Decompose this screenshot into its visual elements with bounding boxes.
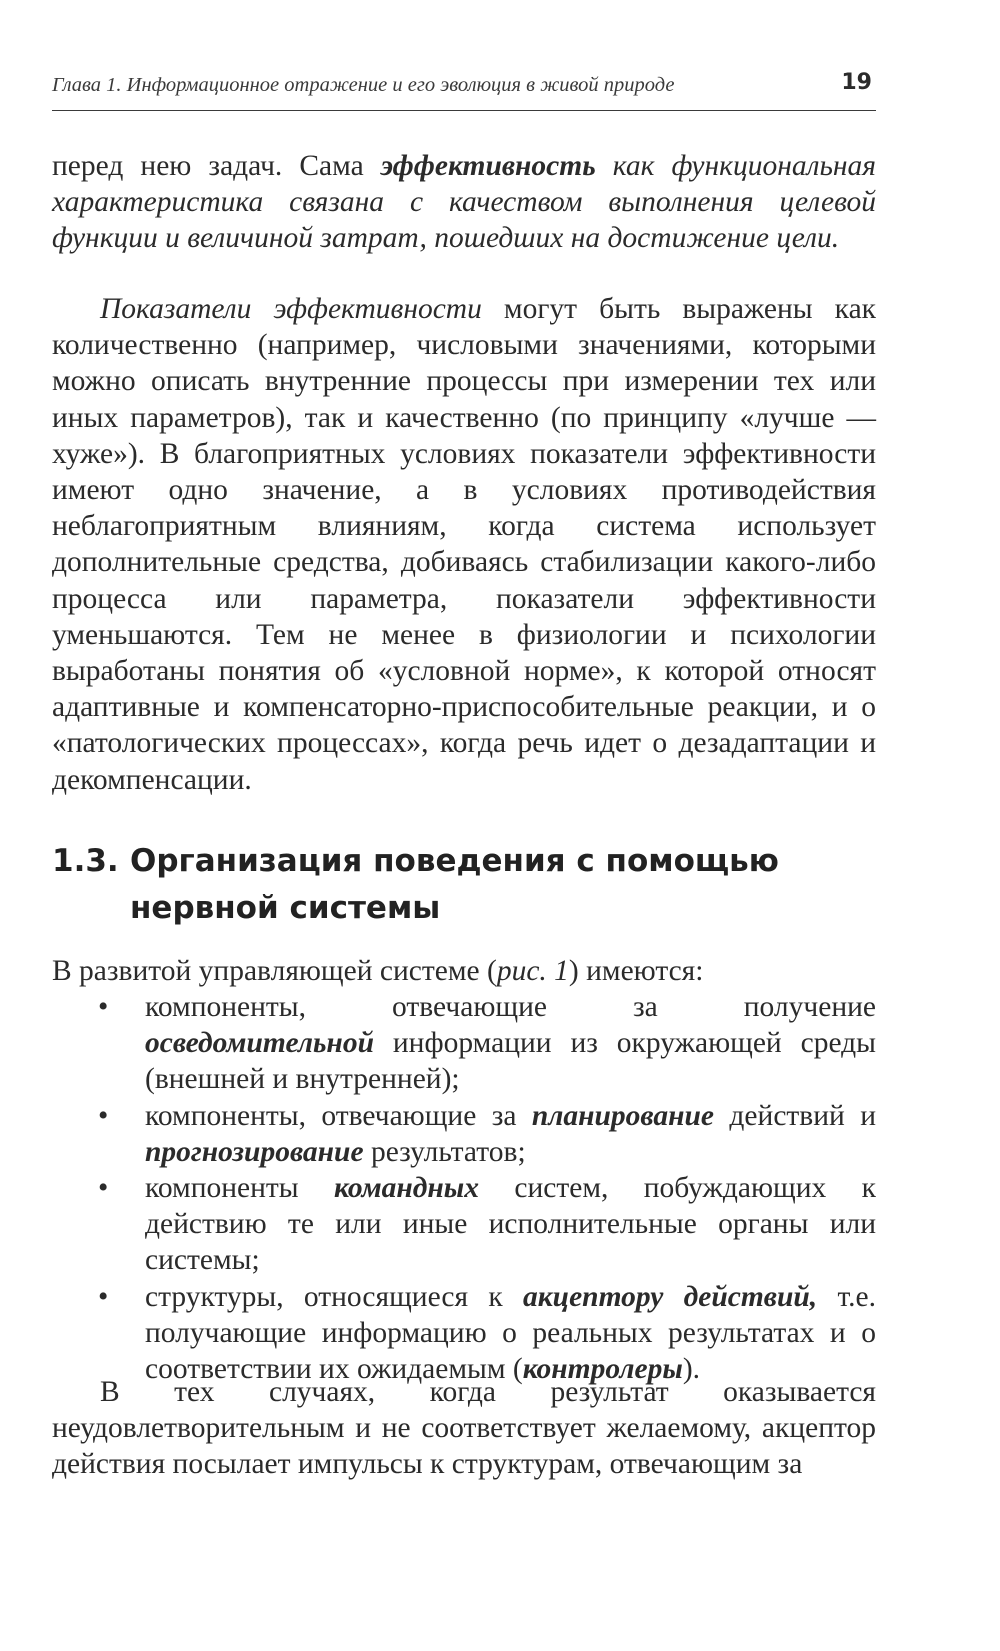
paragraph-unsatisfactory-result: В тех случаях, когда результат оказывается неудовлетворительным и не соответствует желаемому, акцептор действия посылает импульсы к структурам, отвечающим за	[52, 1376, 876, 1481]
paragraph-control-system-intro	[52, 953, 876, 989]
section-heading	[52, 838, 876, 932]
page-number: 19	[841, 70, 872, 95]
term-controllers: контролеры	[522, 1353, 683, 1386]
text-run: компоненты, отвечающие за получение	[145, 991, 876, 1023]
text-run: результатов;	[363, 1135, 526, 1168]
text-run: т.е. получающие информацию о реальных результатах и о соответствии их ожидаемым (	[145, 1280, 876, 1386]
term-efficiency: эффективность	[380, 150, 596, 182]
text-run: структуры, относящиеся к	[145, 1280, 523, 1313]
section-title-line2: нервной системы	[130, 890, 441, 926]
running-header	[52, 70, 876, 111]
paragraph-efficiency-definition	[52, 148, 876, 257]
term-planning: планирование	[531, 1099, 715, 1132]
term-efficiency-indicators: Показатели эффективности	[100, 293, 482, 325]
list-item	[52, 1098, 876, 1170]
components-list	[52, 989, 876, 1387]
bullet-icon: •	[98, 1099, 109, 1132]
text-run: компоненты	[145, 1172, 334, 1205]
text-run: действий и	[714, 1099, 876, 1132]
text-run: могут быть выражены как количественно (например, числовыми значениями, которыми можно описать внутренние процессы при измерении тех или иных параметров), так и качественно (по принципу «лучше — хуже»). В благоприятных условиях показатели эффективности имеют одно значение, а в условиях противодействия неблагоприятным влияниям, когда система использует дополнительные средства, добиваясь стабилизации какого-либо процесса или параметра, показатели эффективности уменьшаются. Тем не менее в физиологии и психологии выработаны понятия об «условной норме», к которой относят адаптивные и компенсаторно-приспособительные реакции, и о «патологических процессах», когда речь идет о дезадаптации и декомпенсации.	[52, 293, 876, 796]
term-action-acceptor: акцептору действий,	[522, 1280, 818, 1313]
term-forecasting: прогнозирование	[145, 1135, 364, 1168]
section-number: 1.3.	[52, 843, 119, 879]
section-title-line1: Организация поведения с помощью	[130, 843, 779, 879]
list-item	[52, 1279, 876, 1388]
figure-reference: рис. 1	[496, 955, 569, 987]
text-run: систем, побуждающих к действию те или иные исполнительные органы или системы;	[145, 1172, 877, 1277]
text-run: информации из окружающей среды (внешней и внутренней);	[145, 1027, 876, 1096]
list-item	[52, 989, 876, 1098]
chapter-title: Глава 1. Информационное отражение и его эволюция в живой природе	[52, 74, 675, 96]
emphasis-text: как функциональная характеристика связана с качеством выполнения целевой функции и величиной затрат, пошедших на достижение цели.	[52, 150, 876, 255]
text-run: перед нею задач. Сама	[52, 150, 381, 182]
bullet-icon: •	[98, 991, 109, 1023]
text-run: компоненты, отвечающие за	[145, 1099, 532, 1132]
bullet-icon: •	[98, 1280, 109, 1313]
paragraph-efficiency-indicators	[52, 291, 876, 798]
text-run: ).	[682, 1353, 701, 1386]
bullet-icon: •	[98, 1172, 109, 1205]
text-run: В развитой управляющей системе (	[52, 955, 497, 987]
term-command: командных	[333, 1172, 480, 1205]
term-informational: осведомительной	[145, 1027, 374, 1060]
list-item	[52, 1170, 876, 1279]
text-run: ) имеются:	[568, 955, 704, 987]
